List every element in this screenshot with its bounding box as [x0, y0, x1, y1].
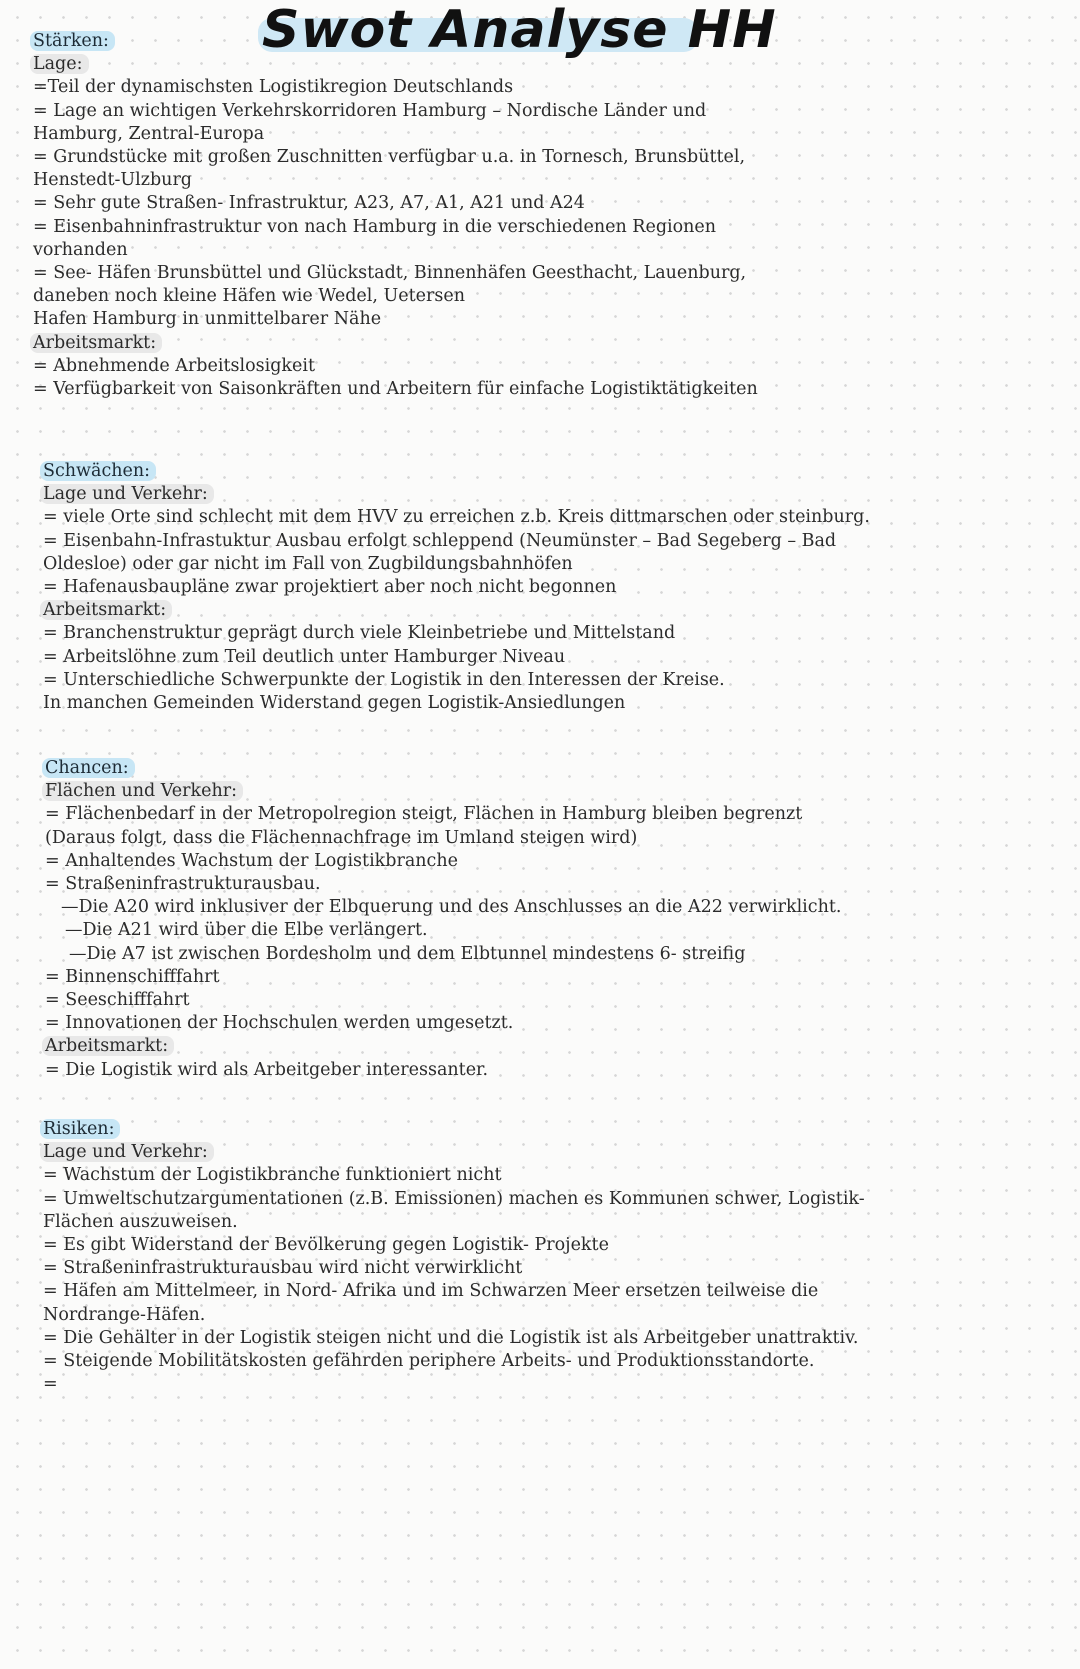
text-line: Flächen auszuweisen.	[43, 1211, 238, 1232]
heading-chancen: Chancen:	[42, 758, 135, 778]
text-line: —Die A7 ist zwischen Bordesholm und dem Elbtunnel mindestens 6- streifig	[69, 943, 746, 964]
text-line: = Hafenausbaupläne zwar projektiert aber noch nicht begonnen	[43, 577, 617, 598]
text-line: =Teil der dynamischsten Logistikregion Deutschlands	[33, 77, 514, 98]
text-line: = viele Orte sind schlecht mit dem HVV zu erreichen z.b. Kreis dittmarschen oder steinburg.	[43, 507, 870, 528]
text-line: = Die Gehälter in der Logistik steigen nicht und die Logistik ist als Arbeitgeber unattraktiv.	[43, 1327, 859, 1348]
text-line: =	[43, 1374, 58, 1395]
text-line: = Abnehmende Arbeitslosigkeit	[33, 355, 315, 376]
text-line: = Es gibt Widerstand der Bevölkerung gegen Logistik- Projekte	[43, 1235, 609, 1256]
text-line: = Häfen am Mittelmeer, in Nord- Afrika und im Schwarzen Meer ersetzen teilweise die	[43, 1281, 819, 1302]
section-chancen	[45, 757, 841, 1082]
text-line: Hafen Hamburg in unmittelbarer Nähe	[33, 309, 382, 330]
text-line: = Arbeitslöhne zum Teil deutlich unter Hamburger Niveau	[43, 646, 566, 667]
subheading-arbeitsmarkt: Arbeitsmarkt:	[42, 1036, 174, 1056]
text-line: = Steigende Mobilitätskosten gefährden periphere Arbeits- und Produktionsstandorte.	[43, 1351, 815, 1372]
text-line: = Straßeninfrastrukturausbau.	[45, 874, 321, 895]
text-line: = Branchenstruktur geprägt durch viele Kleinbetriebe und Mittelstand	[43, 623, 676, 644]
text-line: = Seeschifffahrt	[45, 990, 190, 1011]
text-line: (Daraus folgt, dass die Flächennachfrage im Umland steigen wird)	[45, 827, 638, 848]
text-line: —Die A20 wird inklusiver der Elbquerung und des Anschlusses an die A22 verwirklicht.	[61, 897, 842, 918]
subheading-flaechen-verkehr: Flächen und Verkehr:	[42, 781, 243, 801]
text-line: = Eisenbahn-Infrastuktur Ausbau erfolgt schleppend (Neumünster – Bad Segeberg – Bad	[43, 530, 837, 551]
section-staerken	[33, 30, 758, 401]
text-line: = Umweltschutzargumentationen (z.B. Emissionen) machen es Kommunen schwer, Logistik-	[43, 1188, 865, 1209]
text-line: = Sehr gute Straßen- Infrastruktur, A23, A7, A1, A21 und A24	[33, 193, 585, 214]
text-line: daneben noch kleine Häfen wie Wedel, Uetersen	[33, 286, 465, 307]
page-title: Swot Analyse HH	[262, 0, 777, 60]
text-line: = Flächenbedarf in der Metropolregion steigt, Flächen in Hamburg bleiben begrenzt	[45, 804, 803, 825]
heading-schwaechen: Schwächen:	[40, 461, 156, 481]
heading-risiken: Risiken:	[40, 1119, 120, 1139]
text-line: —Die A21 wird über die Elbe verlängert.	[65, 920, 428, 941]
subheading-lage-verkehr: Lage und Verkehr:	[40, 1142, 214, 1162]
subheading-arbeitsmarkt: Arbeitsmarkt:	[30, 333, 162, 353]
section-risiken	[43, 1118, 865, 1396]
text-line: In manchen Gemeinden Widerstand gegen Logistik-Ansiedlungen	[43, 693, 626, 714]
text-line: Nordrange-Häfen.	[43, 1304, 206, 1325]
subheading-lage-verkehr: Lage und Verkehr:	[40, 484, 214, 504]
text-line: = See- Häfen Brunsbüttel und Glückstadt, Binnenhäfen Geesthacht, Lauenburg,	[33, 263, 747, 284]
text-line: = Innovationen der Hochschulen werden umgesetzt.	[45, 1013, 514, 1034]
text-line: = Eisenbahninfrastruktur von nach Hamburg in die verschiedenen Regionen	[33, 216, 717, 237]
text-line: = Wachstum der Logistikbranche funktioniert nicht	[43, 1165, 502, 1186]
text-line: = Binnenschifffahrt	[45, 966, 220, 987]
subheading-lage: Lage:	[30, 54, 89, 74]
text-line: = Lage an wichtigen Verkehrskorridoren Hamburg – Nordische Länder und	[33, 100, 707, 121]
heading-staerken: Stärken:	[30, 31, 115, 51]
text-line: vorhanden	[33, 239, 128, 260]
text-line: = Anhaltendes Wachstum der Logistikbranche	[45, 850, 458, 871]
text-line: Henstedt-Ulzburg	[33, 170, 193, 191]
text-line: = Grundstücke mit großen Zuschnitten verfügbar u.a. in Tornesch, Brunsbüttel,	[33, 147, 746, 168]
section-schwaechen	[43, 460, 870, 715]
subheading-arbeitsmarkt: Arbeitsmarkt:	[40, 600, 172, 620]
text-line: Oldesloe) oder gar nicht im Fall von Zugbildungsbahnhöfen	[43, 553, 573, 574]
text-line: = Unterschiedliche Schwerpunkte der Logistik in den Interessen der Kreise.	[43, 669, 725, 690]
text-line: Hamburg, Zentral-Europa	[33, 123, 265, 144]
text-line: = Verfügbarkeit von Saisonkräften und Arbeitern für einfache Logistiktätigkeiten	[33, 379, 758, 400]
text-line: = Straßeninfrastrukturausbau wird nicht verwirklicht	[43, 1258, 523, 1279]
text-line: = Die Logistik wird als Arbeitgeber interessanter.	[45, 1059, 489, 1080]
